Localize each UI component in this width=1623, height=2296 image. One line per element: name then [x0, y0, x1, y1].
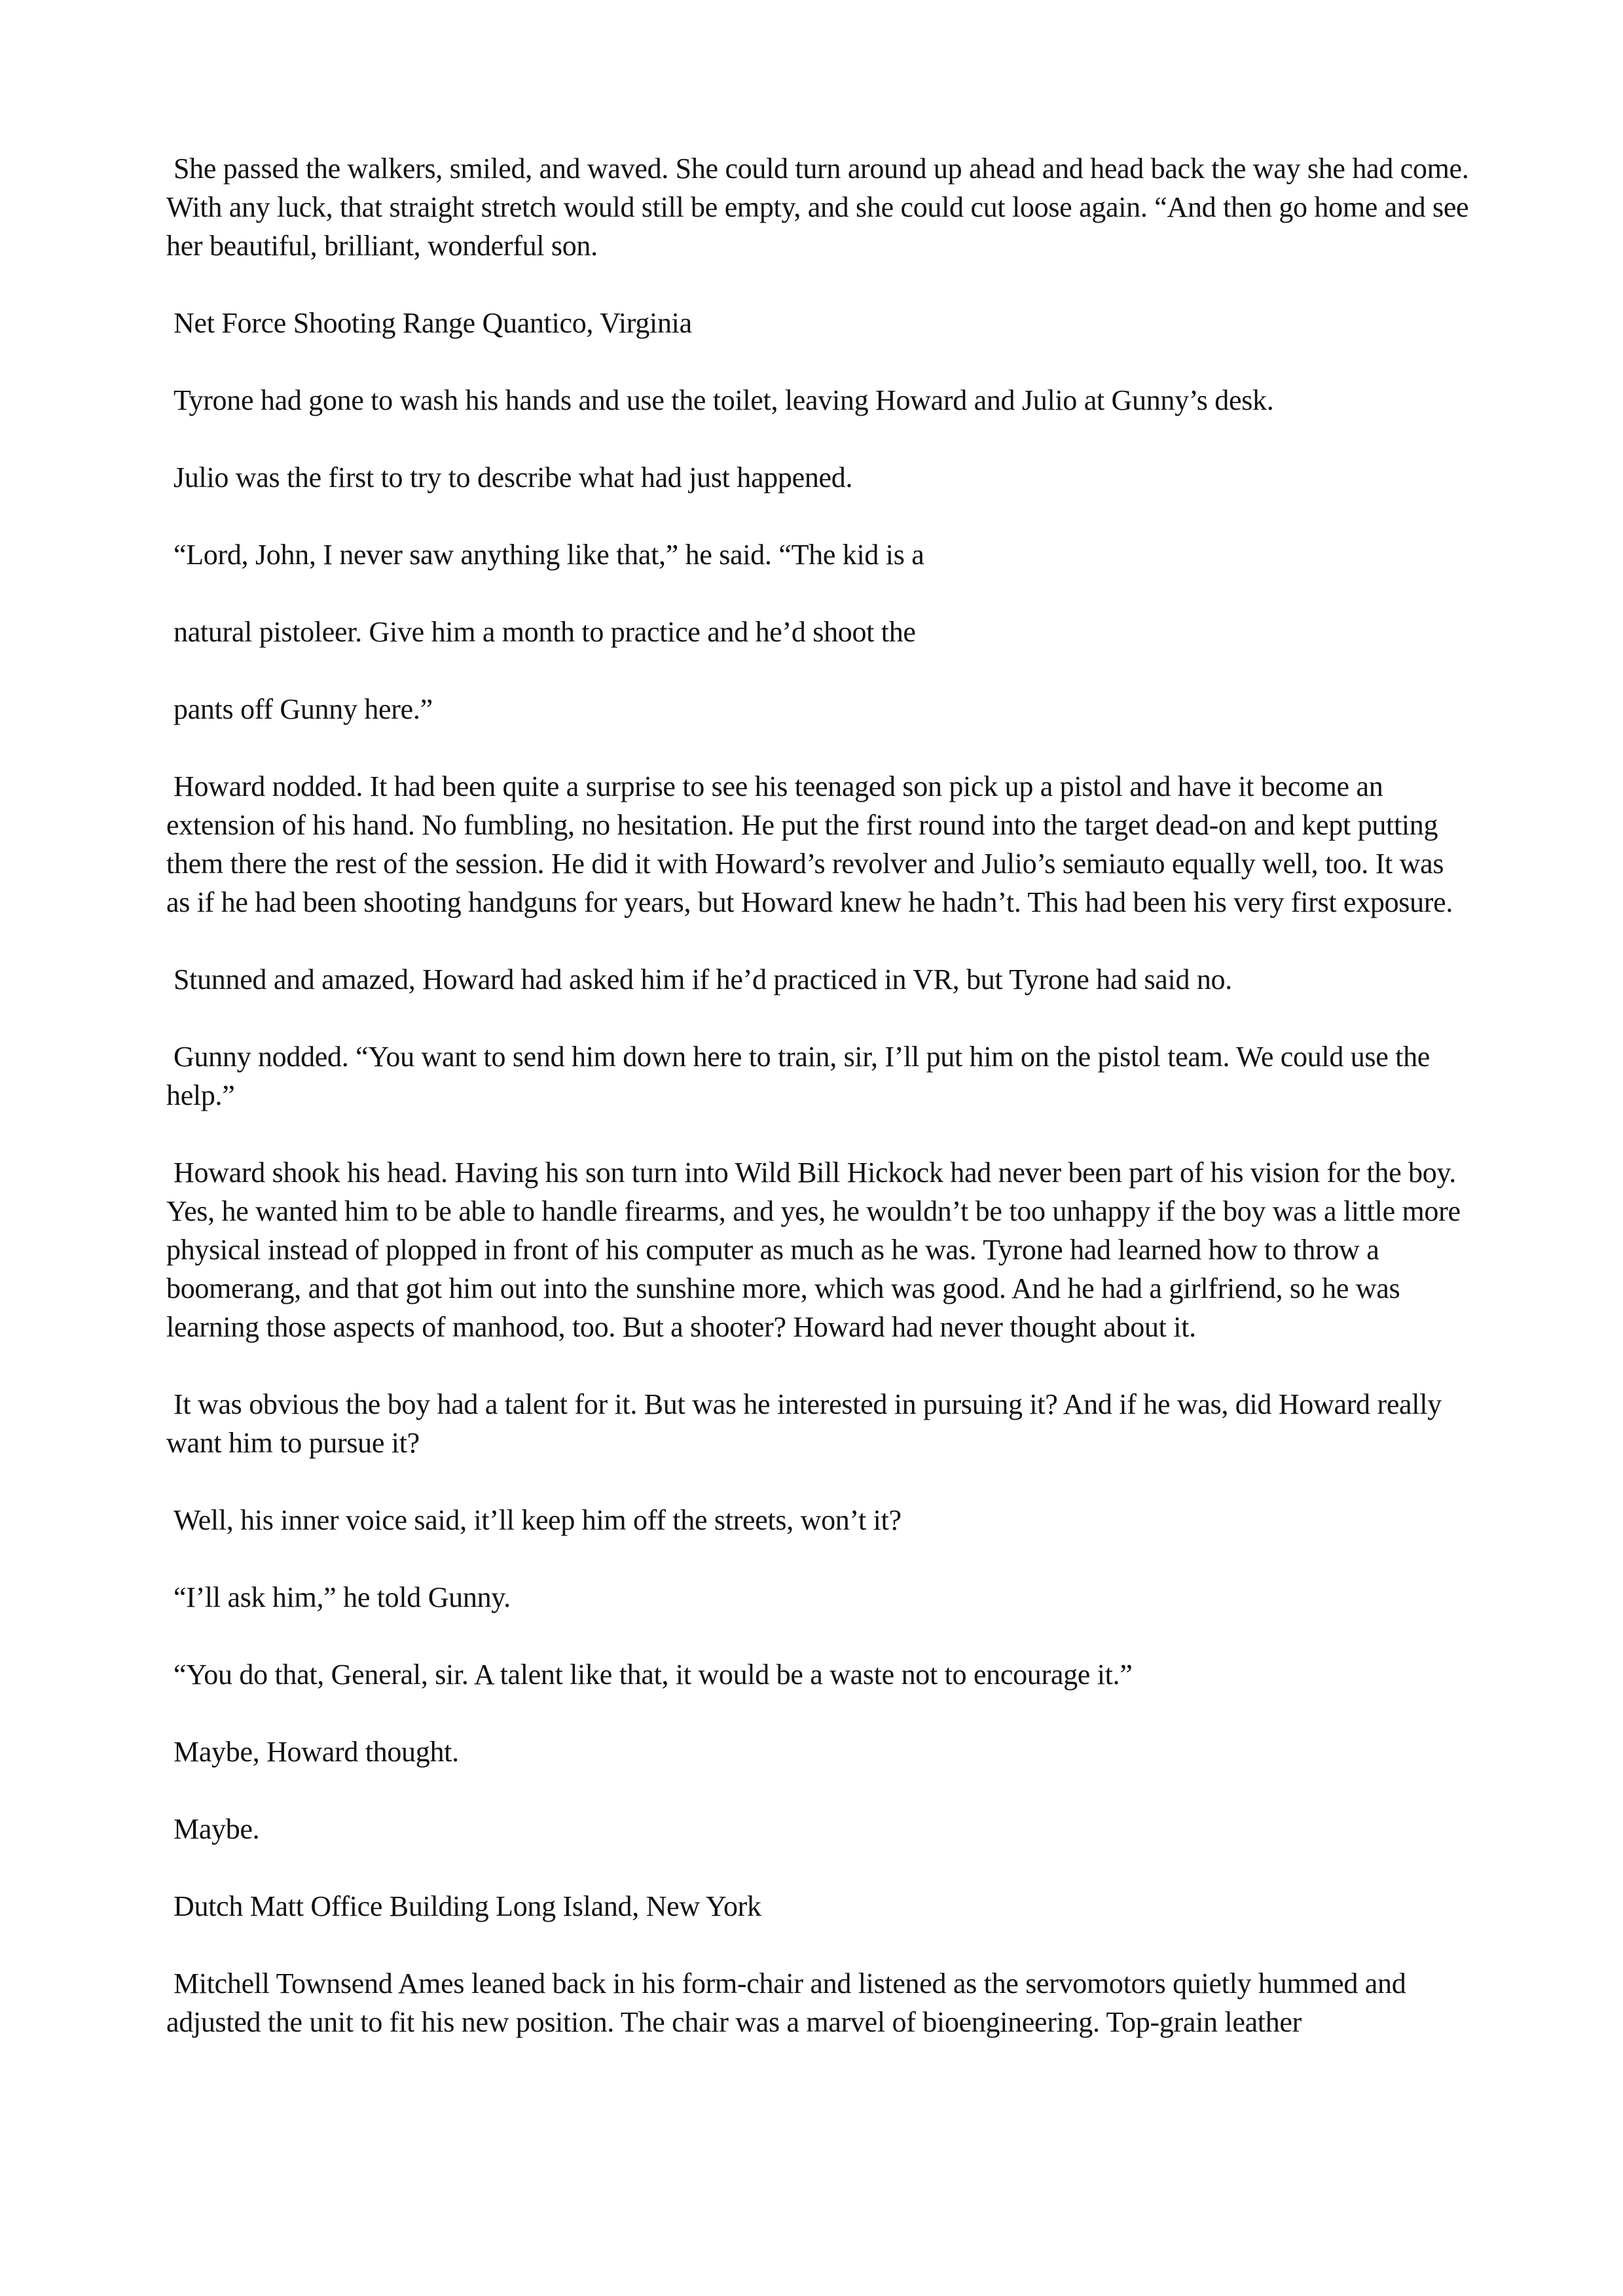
paragraph-13: Well, his inner voice said, it’ll keep him off the streets, won’t it?	[173, 1504, 902, 1536]
paragraph-19: Mitchell Townsend Ames leaned back in his form-chair and listened as the servomotors quietly hummed and adjusted the unit to fit his new position. The chair was a marvel of bioengineering. Top-grain leather	[166, 1967, 1406, 2038]
paragraph-12: It was obvious the boy had a talent for it. But was he interested in pursuing it? And if he was, did Howard really want him to pursue it?	[166, 1388, 1442, 1459]
paragraph-9: Stunned and amazed, Howard had asked him if he’d practiced in VR, but Tyrone had said no.	[173, 963, 1232, 996]
paragraph-15: “You do that, General, sir. A talent like that, it would be a waste not to encourage it.”	[173, 1659, 1133, 1691]
page-body	[166, 149, 1469, 2080]
scene-heading-office-building: Dutch Matt Office Building Long Island, New York	[173, 1890, 761, 1922]
paragraph-17: Maybe.	[173, 1813, 260, 1845]
paragraph-4: Julio was the first to try to describe what had just happened.	[173, 461, 853, 493]
paragraph-1: She passed the walkers, smiled, and waved. She could turn around up ahead and head back the way she had come. With any luck, that straight stretch would still be empty, and she could cut loose again. “And then go home and see her beautiful, brilliant, wonderful son.	[166, 152, 1469, 262]
paragraph-5: “Lord, John, I never saw anything like that,” he said. “The kid is a	[173, 539, 924, 571]
scene-heading-shooting-range: Net Force Shooting Range Quantico, Virginia	[173, 307, 692, 339]
paragraph-16: Maybe, Howard thought.	[173, 1736, 459, 1768]
paragraph-6: natural pistoleer. Give him a month to practice and he’d shoot the	[173, 616, 916, 648]
paragraph-10: Gunny nodded. “You want to send him down here to train, sir, I’ll put him on the pistol team. We could use the help.”	[166, 1041, 1431, 1111]
paragraph-3: Tyrone had gone to wash his hands and use the toilet, leaving Howard and Julio at Gunny’s desk.	[173, 384, 1274, 416]
paragraph-7: pants off Gunny here.”	[173, 693, 433, 725]
paragraph-14: “I’ll ask him,” he told Gunny.	[173, 1581, 511, 1613]
paragraph-11: Howard shook his head. Having his son turn into Wild Bill Hickock had never been part of his vision for the boy. Yes, he wanted him to be able to handle firearms, and yes, he wouldn’t be too unhappy if the boy was a little more physical instead of plopped in front of his computer as much as he was. Tyrone had learned how to throw a boomerang, and that got him out into the sunshine more, which was good. And he had a girlfriend, so he was learning those aspects of manhood, too. But a shooter? Howard had never thought about it.	[166, 1157, 1461, 1343]
paragraph-8: Howard nodded. It had been quite a surprise to see his teenaged son pick up a pistol and have it become an extension of his hand. No fumbling, no hesitation. He put the first round into the target dead-on and kept putting them there the rest of the session. He did it with Howard’s revolver and Julio’s semiauto equally well, too. It was as if he had been shooting handguns for years, but Howard knew he hadn’t. This had been his very first exposure.	[166, 770, 1453, 918]
